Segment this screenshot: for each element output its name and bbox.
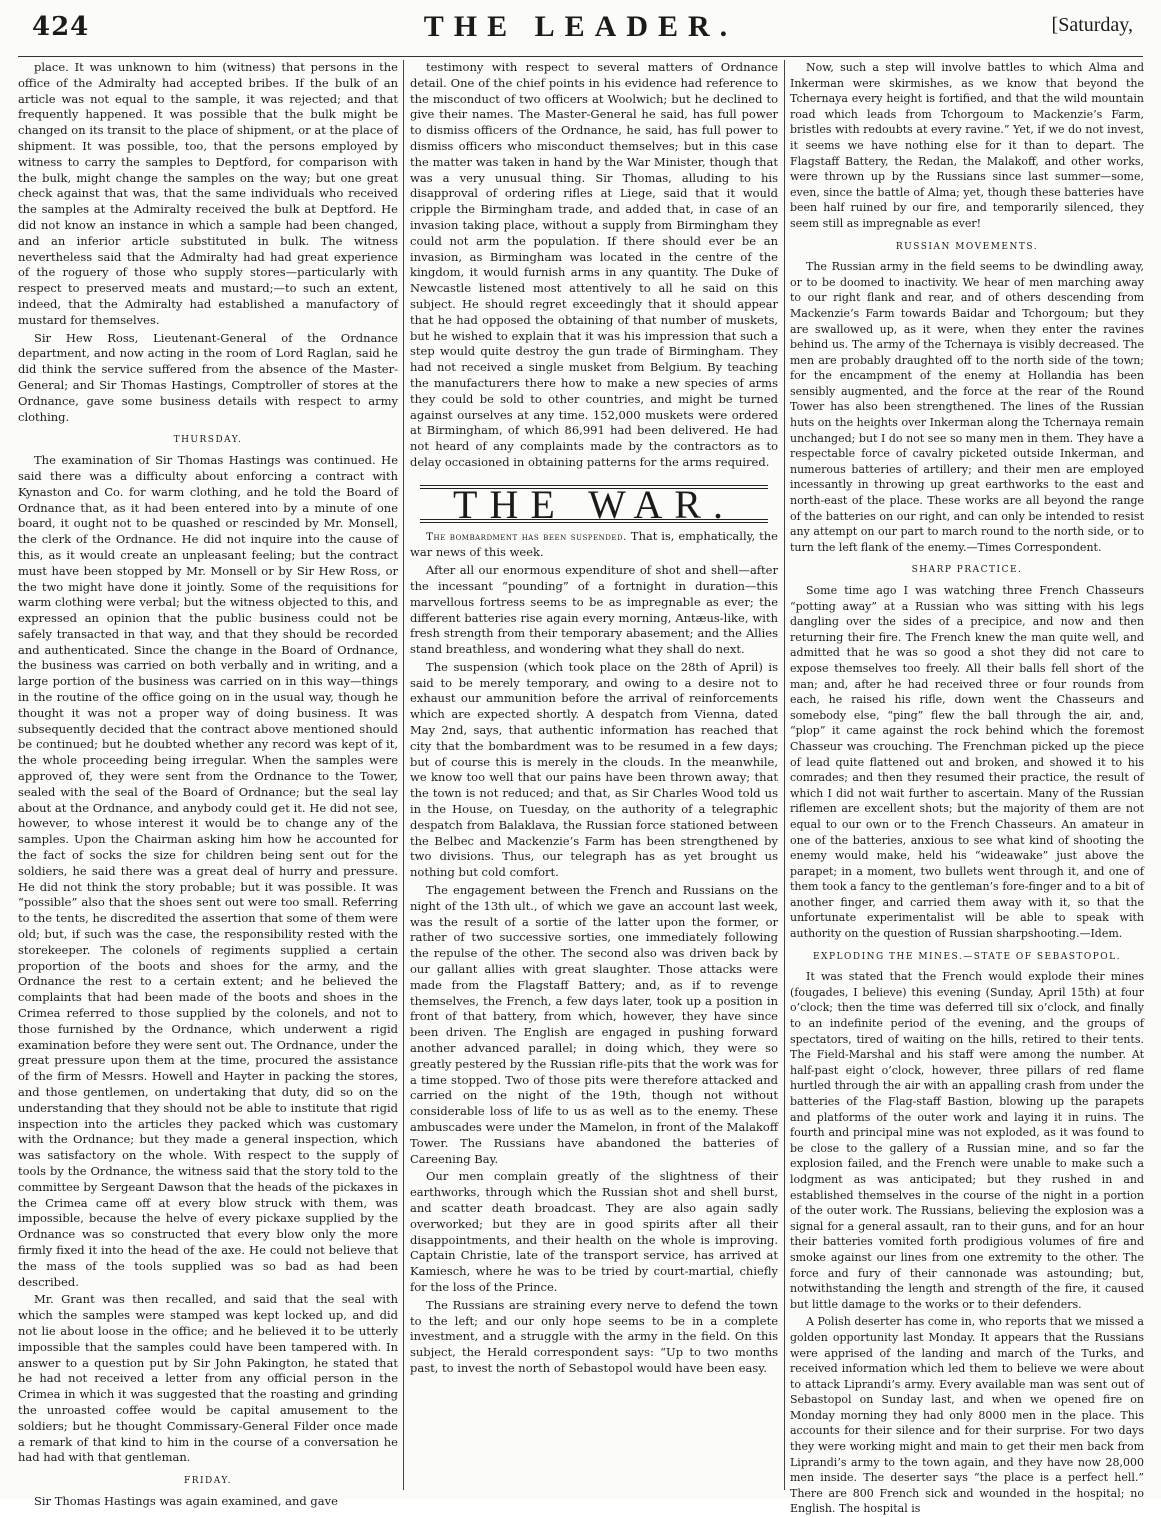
lead-paragraph [410, 529, 778, 562]
paragraph: Sir Hew Ross, Lieutenant-General of the Ordnance department, and now acting in the room of Lord Raglan, said he did think the service suffered from the absence of the Master-General; and Sir Thomas Hastings, Comptroller of stores at the Ordnance, gave some business details with respect to army clothing. [18, 330, 398, 424]
the-war-title: THE WAR. [453, 481, 735, 527]
section-heading-friday: FRIDAY. [183, 1476, 233, 1487]
paragraph: It was stated that the French would explode their mines (fougades, I believe) this evening (Sunday, April 15th) at four o’clock; then the time was deferred till six o’clock, and finally to an indefinite period of the evening, and the groups of spectators, tired of waiting on the hills, retired to their tents. The Field-Marshal and his staff were among the number. At half-past eight o’clock, however, three pillars of red flame hurtled through the air with an appalling crash from under the batteries of the Flag-staff Bastion, blowing up the parapets and platforms of the outer work and laying it in ruins. The fourth and principal mine was not exploded, as it was found to be close to the gallery of a Russian mine, and so far the explosion failed, and the French were unable to make such a lodgment as was anticipated; but they rushed in and established themselves in the course of the night in a portion of the outer work. The Russians, believing the explosion was a signal for a general assault, ran to their guns, and for an hour their batteries vomited forth prodigious volumes of fire and smoke against our lines from one extremity to the other. The force and fury of their cannonade was astounding; but, notwithstanding the length and strength of the fire, it caused but little damage to the works or to their defenders. [790, 970, 1144, 1311]
paragraph: The Russians are straining every nerve to defend the town to the left; and our only hope seems to be in a complete investment, and a struggle with the army in the field. On this subject, the Herald correspondent says: “Up to two months past, to invest the north of Sebastopol would have been easy. [410, 1297, 778, 1375]
paragraph: Sir Thomas Hastings was again examined, and gave [34, 1493, 338, 1508]
paragraph: A Polish deserter has come in, who reports that we missed a golden opportunity last Monday. It appears that the Russians were apprised of the landing and march of the Turks, and received information which led them to believe we were about to attack Liprandi’s army. Every available man was sent out of Sebastopol on Sunday last, and when we opened fire on Monday morning they had only 8000 men in the place. This accounts for their silence and for their surprise. For two days they were working might and main to get their men back from Liprandi’s army to the town again, and they have now 28,000 men inside. The deserter says “the place is a perfect hell.” There are 800 French sick and wounded in the hospital; no English. The hospital is [790, 1315, 1144, 1516]
masthead [18, 8, 1143, 57]
column-left [18, 60, 398, 1508]
paragraph: The engagement between the French and Russians on the night of the 13th ult., of which we gave an account last week, was the result of a sortie of the latter upon the former, or rather of two successive sorties, one immediately following the repulse of the other. The second also was driven back by our gallant allies with great slaughter. Those attacks were made from the Flagstaff Battery; and, as if to revenge themselves, the French, a few days later, took up a position in front of that battery, from which, however, they have since been driven. The English are engaged in pushing forward another advanced parallel; in doing which, they were so greatly pestered by the Russian rifle-pits that the work was for a time stopped. Two of those pits were therefore attacked and carried on the night of the 19th, though not without considerable loss of life to us as well as to the enemy. These ambuscades were under the Mamelon, in front of the Malakoff Tower. The Russians have abandoned the batteries of Careening Bay. [410, 883, 778, 1166]
paragraph: The examination of Sir Thomas Hastings was continued. He said there was a difficulty about enforcing a contract with Kynaston and Co. for warm clothing, and he told the Board of Ordnance that, as it had been entered into by a minute of one board, it ought not to be quashed or rescinded by Mr. Monsell, the clerk of the Ordnance. He did not inquire into the cause of this, as it would create an unpleasant feeling; but the contract must have been stopped by Mr. Monsell or by Sir Hew Ross, or the two might have done it jointly. Some of the requisitions for warm clothing were verbal; but the witness objected to this, and expressed an opinion that the public business could not be safely transacted in that way, and that they should be recorded and authenticated. Since the change in the Board of Ordnance, the business was carried on both verbally and in writing, and a large portion of the business was carried on in this way—things in the routine of the office going on in the usual way, though he thought it was not a proper way of doing business. It was subsequently decided that the contract above mentioned should be continued; but he doubted whether any record was kept of it, the whole proceeding being irregular. When the samples were approved of, they were sent from the Ordnance to the Tower, sealed with the seal of the Board of Ordnance; but the seal lay about at the Ordnance, and anybody could get it. He did not see, however, to whose interest it would be to change any of the samples. Upon the Chairman asking him how he accounted for the fact of socks the size for children being sent out for the soldiers, he said there was a great deal of hurry and pressure. He did not think the story probable; but it was possible. It was “possible” also that the shoes sent out were too small. Referring to the tents, he discredited the assertion that some of them were old; but, if such was the case, the responsibility rested with the storekeeper. The colonels of regiments supplied a certain proportion of the boots and shoes for the army, and the Ordnance the rest to a certain extent; and he believed the complaints that had been made of the boots and shoes in the Crimea referred to those supplied by the colonels, and not to those furnished by the Ordnance, which underwent a rigid examination before they were sent out. The Ordnance, under the great pressure upon them at the time, procured the assistance of the firm of Messrs. Howell and Hayter in packing the stores, and those gentlemen, on undertaking that duty, did so on the understanding that they should not be able to institute that rigid inspection into the articles they packed which was customary with the Ordnance; but they made a general inspection, which was satisfactory on the whole. With respect to the supply of tools by the Ordnance, the witness said that the story told to the committee by Sergeant Dawson that the heads of the pickaxes in the Crimea came off at every blow struck with them, was impossible, because the helve of every pickaxe supplied by the Ordnance was so constructed that every blow only the more firmly fixed it into the head of the axe. He could not believe that the mass of the tools supplied was so bad as had been described. [18, 453, 398, 1289]
paragraph: testimony with respect to several matters of Ordnance detail. One of the chief points in his evidence had reference to the misconduct of two officers at Woolwich; but he declined to give their names. The Master-General he said, has full power to dismiss officers of the Ordnance, he said, has full power to dismiss officers who misconduct themselves; but in this case the matter was taken in hand by the War Minister, though that was a very unusual thing. Sir Thomas, alluding to his disapproval of ordering rifles at Liege, said that it would cripple the Birmingham trade, and added that, in case of an invasion taking place, without a supply from Birmingham they could not arm the population. If there should ever be an invasion, as Birmingham was located in the centre of the kingdom, it would furnish arms in any quantity. The Duke of Newcastle listened most attentively to all he said on this subject. He should regret exceedingly that it should appear that he had opposed the obtaining of that number of muskets, but he wished to explain that it was his impression that such a step would quite destroy the gun trade of Birmingham. They had not received a single musket from Belgium. By teaching the manufacturers there how to make a new species of arms they could be sold to other countries, and might be turned against ourselves at any time. 152,000 muskets were ordered at Birmingham, of which 86,991 had been delivered. He had not heard of any complaints made by the contractors as to delay occasioned in obtaining patterns for the arms required. [410, 60, 778, 469]
paragraph: Some time ago I was watching three French Chasseurs “potting away” at a Russian who was sitting with his legs dangling over the sides of a precipice, and now and then returning their fire. The French knew the man quite well, and admitted that he was so good a shot they did not care to expose themselves too freely. All their balls fell short of the man; and, after he had received three or four rounds from each, he raised his rifle, down went the Chasseurs and somebody else, “ping” flew the ball through the air, and, “plop” it came against the rock behind which the foremost Chasseur was crouching. The Frenchman picked up the piece of lead quite flattened out and broken, and showed it to his comrades; and then they resumed their practice, the result of which I did not wait further to ascertain. Many of the Russian riflemen are excellent shots; but the majority of them are not equal to our own or to the French Chasseurs. An amateur in one of the batteries, anxious to see what kind of shooting the enemy would make, held his “wideawake” just above the parapet; in a moment, two bullets went through it, and one of them took a fancy to the gentleman’s fore-finger and to a bit of another finger, and carried them away with it, so that the unfortunate experimentalist will be able to speak with authority on the question of Russian sharpshooting.—Idem. [790, 584, 1144, 941]
paragraph: After all our enormous expenditure of shot and shell—after the incessant “pounding” of a fortnight in duration—this marvellous fortress seems to be as impregnable as ever; the different batteries rise again every morning, Antæus-like, with fresh strength from their temporary abasement; and the Allies stand breathless, and wondering what they shall do next. [410, 563, 778, 657]
lead-in-rest: That is, emphatically, the war news of this week. [410, 528, 778, 560]
paper-title: THE LEADER. [423, 10, 738, 43]
column-right [790, 60, 1144, 1516]
page-number: 424 [32, 12, 90, 42]
section-heading-sharp-practice: SHARP PRACTICE. [911, 565, 1023, 576]
issue-day: [Saturday, [1051, 14, 1133, 36]
column-rule [403, 60, 404, 1490]
paragraph: Mr. Grant was then recalled, and said that the seal with which the samples were stamped was kept locked up, and did not lie about loose in the office; and he believed it to be utterly impossible that the samples could have been tampered with. In answer to a question put by Sir John Pakington, he stated that he had not received a letter from any official person in the Crimea in which it was suggested that the roasting and grinding the unroasted coffee would be capital amusement to the soldiers; but he thought Commissary-General Filder once made a remark of that kind to him in the course of a conversation he had had with that gentleman. [18, 1292, 398, 1465]
section-heading-thursday: THURSDAY. [173, 435, 243, 446]
paragraph: place. It was unknown to him (witness) that persons in the office of the Admiralty had accepted bribes. If the bulk of an article was not equal to the sample, it was rejected; and that frequently happened. It was possible that the bulk might be changed on its transit to the place of shipment, or at the place of shipment. It was possible, too, that the persons employed by witness to carry the samples to Deptford, for comparison with the bulk, might change the samples on the way; but one great check against that was, that the same individuals who received the samples at the Admiralty received the bulk at Deptford. He did not know an instance in which a sample had been changed, and an inferior article substituted in bulk. The witness nevertheless said that the Admiralty had had great experience of the roguery of those who supply stores—particularly with respect to preserved meats and mustard;—to such an extent, indeed, that the Admiralty had established a manufactory of mustard for themselves. [18, 60, 398, 327]
lead-in-caps: The bombardment has been suspended. [426, 530, 627, 543]
section-heading-russian-movements: RUSSIAN MOVEMENTS. [895, 241, 1039, 252]
paragraph: Our men complain greatly of the slightness of their earthworks, through which the Russian shot and shell burst, and scatter death broadcast. They are also again sadly overworked; but they are in good spirits after all their disappointments, and their health on the whole is improving. Captain Christie, late of the transport service, has arrived at Kamiesch, where he was to be tried by court-martial, chiefly for the loss of the Prince. [410, 1169, 778, 1294]
the-war-header [410, 481, 778, 527]
paragraph: Now, such a step will involve battles to which Alma and Inkerman were skirmishes, as we know that beyond the Tchernaya every height is fortified, and that the wild mountain road which leads from Tchorgoum to Mackenzie’s Farm, bristles with redoubts at every ravine.” Yet, if we do not invest, it seems we have nothing else for it than to depart. The Flagstaff Battery, the Redan, the Malakoff, and other works, were thrown up by the Russians since last summer—some, even, since the battle of Alma; yet, though these batteries have been half ruined by our fire, and temporarily silenced, they seem still as impregnable as ever! [790, 61, 1144, 230]
section-heading-exploding-mines: EXPLODING THE MINES.—STATE OF SEBASTOPOL. [812, 951, 1122, 962]
column-middle [410, 60, 778, 1492]
paragraph: The suspension (which took place on the 28th of April) is said to be merely temporary, and owing to a desire not to exhaust our ammunition before the arrival of reinforcements which are expected shortly. A despatch from Vienna, dated May 2nd, says, that authentic information has reached that city that the bombardment was to be resumed in a few days; but of course this is merely in the clouds. In the meanwhile, we know too well that our pains have been thrown away; that the town is not reduced; and that, as Sir Charles Wood told us in the House, on Tuesday, on the authority of a telegraphic despatch from Balaklava, the Russian force stationed between the Belbec and Mackenzie’s Farm has been strengthened by two divisions. Thus, our telegraph has as yet brought us nothing but cold comfort. [410, 659, 778, 880]
column-rule [784, 60, 785, 1490]
paragraph: The Russian army in the field seems to be dwindling away, or to be doomed to inactivity. We hear of men marching away to our right flank and rear, and of others descending from Mackenzie’s Farm towards Baidar and Tchorgoum; but they are swallowed up, as it were, when they enter the ravines behind us. The army of the Tchernaya is visibly decreased. The men are probably draughted off to the north side of the town; for the encampment of the enemy at Hollandia has been sensibly augmented, and the force at the rear of the Round Tower has also been strengthened. The lines of the Russian huts on the heights over Inkerman along the Tchernaya remain unchanged; but I do not see so many men in them. They have a respectable force of cavalry picketed outside Inkerman, and numerous batteries of artillery; and their men are employed incessantly in throwing up great earthworks to the east and north-east of the place. These works are all beyond the range of the batteries on our right, and can only be intended to resist any attempt on our part to march round to the north side, or to turn the left flank of the enemy.—Times Correspondent. [790, 260, 1144, 554]
